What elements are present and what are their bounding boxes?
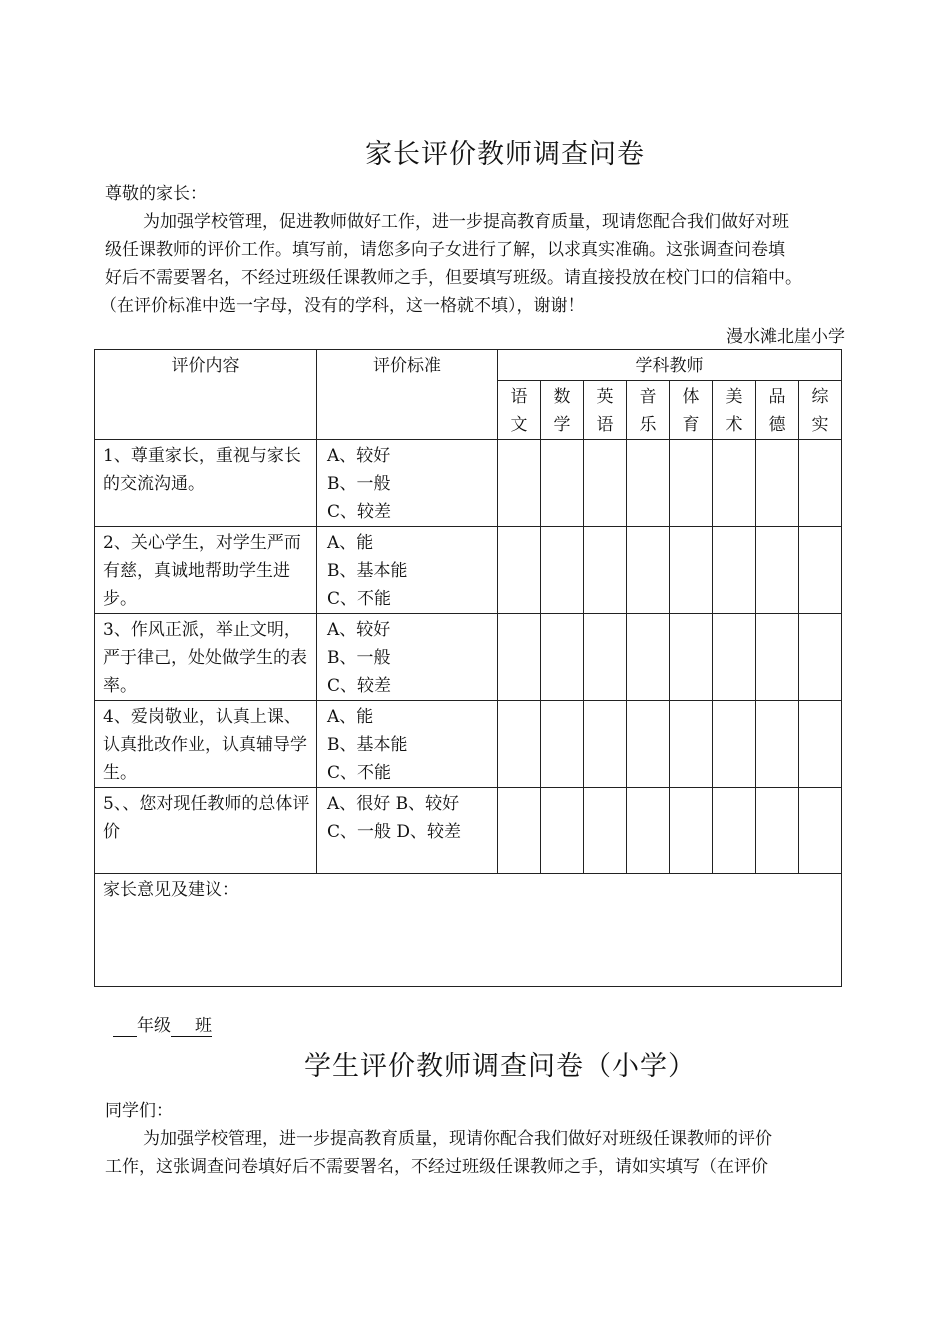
parent-survey-title: 家长评价教师调查问卷 <box>365 139 645 170</box>
rating-cell[interactable] <box>498 527 541 614</box>
rating-cell[interactable] <box>756 440 799 527</box>
rating-cell[interactable] <box>799 527 842 614</box>
student-intro-line-2: 工作，这张调查问卷填好后不需要署名，不经过班级任课教师之手，请如实填写（在评价 <box>105 1157 768 1177</box>
rating-cell[interactable] <box>799 701 842 788</box>
rating-cell[interactable] <box>584 527 627 614</box>
rating-cell[interactable] <box>541 788 584 874</box>
rating-cell[interactable] <box>584 701 627 788</box>
rating-cell[interactable] <box>498 614 541 701</box>
parent-intro-line-4: （在评价标准中选一字母，没有的学科，这一格就不填），谢谢！ <box>100 296 585 316</box>
subject-music: 音 乐 <box>627 381 670 440</box>
rating-cell[interactable] <box>799 440 842 527</box>
header-content: 评价内容 <box>95 350 317 440</box>
rating-cell[interactable] <box>713 440 756 527</box>
header-subjects: 学科教师 <box>498 350 842 381</box>
class-label: 班 <box>195 1016 212 1036</box>
parent-intro-line-1: 为加强学校管理，促进教师做好工作，进一步提高教育质量，现请您配合我们做好对班 <box>143 212 789 232</box>
rating-cell[interactable] <box>627 440 670 527</box>
school-signature: 漫水滩北崖小学 <box>726 327 845 347</box>
rating-cell[interactable] <box>627 527 670 614</box>
rating-cell[interactable] <box>713 701 756 788</box>
evaluation-table <box>94 349 842 987</box>
grade-blank[interactable] <box>113 1016 137 1037</box>
row-1-content: 1、尊重家长，重视与家长的交流沟通。 <box>95 440 317 527</box>
rating-cell[interactable] <box>670 440 713 527</box>
row-1-standard: A、较好 B、一般 C、较差 <box>317 440 498 527</box>
class-blank[interactable] <box>171 1016 195 1037</box>
rating-cell[interactable] <box>799 614 842 701</box>
subject-math: 数 学 <box>541 381 584 440</box>
rating-cell[interactable] <box>713 788 756 874</box>
student-intro-line-1: 为加强学校管理，进一步提高教育质量，现请你配合我们做好对班级任课教师的评价 <box>143 1129 772 1149</box>
rating-cell[interactable] <box>584 614 627 701</box>
rating-cell[interactable] <box>541 614 584 701</box>
rating-cell[interactable] <box>627 614 670 701</box>
rating-cell[interactable] <box>670 614 713 701</box>
student-salutation: 同学们： <box>105 1101 173 1121</box>
header-standard: 评价标准 <box>317 350 498 440</box>
rating-cell[interactable] <box>713 614 756 701</box>
subject-pe: 体 育 <box>670 381 713 440</box>
grade-class-line <box>113 1011 212 1037</box>
rating-cell[interactable] <box>498 701 541 788</box>
parent-salutation: 尊敬的家长： <box>105 184 207 204</box>
rating-cell[interactable] <box>670 701 713 788</box>
grade-label: 年级 <box>137 1016 171 1036</box>
rating-cell[interactable] <box>670 527 713 614</box>
opinion-label: 家长意见及建议： <box>103 880 239 900</box>
table-row <box>95 527 842 614</box>
table-row <box>95 701 842 788</box>
subject-english: 英 语 <box>584 381 627 440</box>
parent-intro-line-2: 级任课教师的评价工作。填写前，请您多向子女进行了解，以求真实准确。这张调查问卷填 <box>105 240 785 260</box>
row-3-content: 3、作风正派，举止文明，严于律己，处处做学生的表率。 <box>95 614 317 701</box>
rating-cell[interactable] <box>627 788 670 874</box>
row-3-standard: A、较好 B、一般 C、较差 <box>317 614 498 701</box>
subject-chinese: 语 文 <box>498 381 541 440</box>
parent-intro-line-3: 好后不需要署名，不经过班级任课教师之手，但要填写班级。请直接投放在校门口的信箱中。 <box>105 268 802 288</box>
row-2-standard: A、能 B、基本能 C、不能 <box>317 527 498 614</box>
parent-opinion-box[interactable] <box>95 874 842 987</box>
table-row <box>95 440 842 527</box>
rating-cell[interactable] <box>713 527 756 614</box>
row-2-content: 2、关心学生，对学生严而有慈，真诚地帮助学生进步。 <box>95 527 317 614</box>
rating-cell[interactable] <box>541 701 584 788</box>
row-5-standard: A、很好 B、较好 C、一般 D、较差 <box>317 788 498 874</box>
rating-cell[interactable] <box>756 701 799 788</box>
table-row <box>95 788 842 874</box>
table-row <box>95 614 842 701</box>
rating-cell[interactable] <box>756 527 799 614</box>
rating-cell[interactable] <box>541 440 584 527</box>
rating-cell[interactable] <box>670 788 713 874</box>
rating-cell[interactable] <box>627 701 670 788</box>
rating-cell[interactable] <box>756 614 799 701</box>
subject-practice: 综 实 <box>799 381 842 440</box>
rating-cell[interactable] <box>584 440 627 527</box>
row-4-content: 4、爱岗敬业，认真上课、认真批改作业，认真辅导学生。 <box>95 701 317 788</box>
rating-cell[interactable] <box>799 788 842 874</box>
rating-cell[interactable] <box>756 788 799 874</box>
row-5-content: 5、、您对现任教师的总体评价 <box>95 788 317 874</box>
rating-cell[interactable] <box>584 788 627 874</box>
row-4-standard: A、能 B、基本能 C、不能 <box>317 701 498 788</box>
subject-art: 美 术 <box>713 381 756 440</box>
rating-cell[interactable] <box>498 788 541 874</box>
subject-morality: 品 德 <box>756 381 799 440</box>
rating-cell[interactable] <box>541 527 584 614</box>
rating-cell[interactable] <box>498 440 541 527</box>
student-survey-title: 学生评价教师调查问卷（小学） <box>304 1051 696 1082</box>
